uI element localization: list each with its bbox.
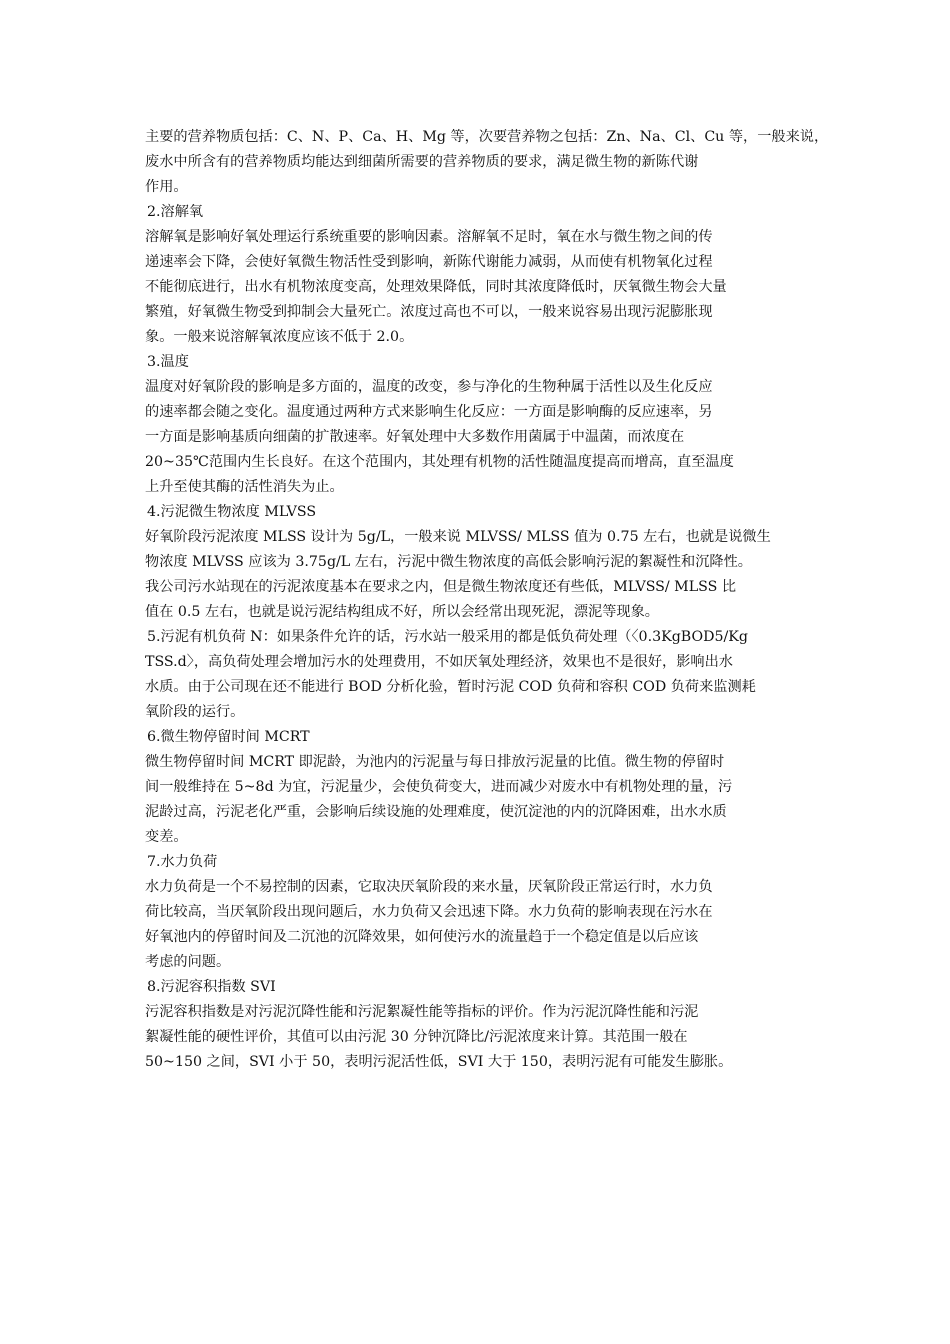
text-line: 递速率会下降，会使好氧微生物活性受到影响，新陈代谢能力减弱，从而使有机物氧化过程 [145,254,713,270]
text-line: TSS.d〉，高负荷处理会增加污水的处理费用，不如厌氧处理经济，效果也不是很好，影响出水 [145,654,733,670]
text-line: 20~35℃范围内生长良好。在这个范围内，其处理有机物的活性随温度提高而增高，直至温度 [145,454,734,470]
text-line: 一方面是影响基质向细菌的扩散速率。好氧处理中大多数作用菌属于中温菌，而浓度在 [145,429,685,445]
document-body [145,125,829,1075]
section-heading-svi: 8.污泥容积指数 SVI [147,979,276,995]
text-line: 50~150 之间，SVI 小于 50，表明污泥活性低，SVI 大于 150，表明污泥有可能发生膨胀。 [145,1054,733,1070]
text-line: 水质。由于公司现在还不能进行 BOD 分析化验，暂时污泥 COD 负荷和容积 COD 负荷来监测耗 [145,679,756,695]
section-heading-mlvss: 4.污泥微生物浓度 MLVSS [147,504,317,520]
text-line: 的速率都会随之变化。温度通过两种方式来影响生化反应：一方面是影响酶的反应速率，另 [145,404,713,420]
section-heading-temperature: 3.温度 [147,354,189,370]
text-line: 泥龄过高，污泥老化严重，会影响后续设施的处理难度，使沉淀池的内的沉降困难，出水水质 [145,804,727,820]
text-line: 好氧阶段污泥浓度 MLSS 设计为 5g/L，一般来说 MLVSS/ MLSS 值为 0.75 左右，也就是说微生 [145,529,771,545]
text-line: 好氧池内的停留时间及二沉池的沉降效果，如何使污水的流量趋于一个稳定值是以后应该 [145,929,699,945]
text-line: 水力负荷是一个不易控制的因素，它取决厌氧阶段的来水量，厌氧阶段正常运行时，水力负 [145,879,713,895]
text-line: 荷比较高，当厌氧阶段出现问题后，水力负荷又会迅速下降。水力负荷的影响表现在污水在 [145,904,713,920]
text-line: 繁殖，好氧微生物受到抑制会大量死亡。浓度过高也不可以，一般来说容易出现污泥膨胀现 [145,304,713,320]
text-line: 值在 0.5 左右，也就是说污泥结构组成不好，所以会经常出现死泥，漂泥等现象。 [145,604,659,620]
section-heading-organic-load: 5.污泥有机负荷 N：如果条件允许的话，污水站一般采用的都是低负荷处理（〈0.3KgBOD5/Kg [147,629,748,645]
text-line: 絮凝性能的硬性评价，其值可以由污泥 30 分钟沉降比/污泥浓度来计算。其范围一般在 [145,1029,688,1045]
text-line: 间一般维持在 5~8d 为宜，污泥量少，会使负荷变大，进而减少对废水中有机物处理的量，污 [145,779,733,795]
text-line: 微生物停留时间 MCRT 即泥龄，为池内的污泥量与每日排放污泥量的比值。微生物的停留时 [145,754,725,770]
text-line: 考虑的问题。 [145,954,231,970]
text-line: 物浓度 MLVSS 应该为 3.75g/L 左右，污泥中微生物浓度的高低会影响污泥的絮凝性和沉降性。 [145,554,752,570]
section-heading-mcrt: 6.微生物停留时间 MCRT [147,729,310,745]
text-line: 氧阶段的运行。 [145,704,245,720]
text-line: 象。一般来说溶解氧浓度应该不低于 2.0。 [145,329,414,345]
text-line: 变差。 [145,829,188,845]
text-line: 不能彻底进行，出水有机物浓度变高，处理效果降低，同时其浓度降低时，厌氧微生物会大量 [145,279,727,295]
text-line: 上升至使其酶的活性消失为止。 [145,479,344,495]
text-line: 溶解氧是影响好氧处理运行系统重要的影响因素。溶解氧不足时，氧在水与微生物之间的传 [145,229,713,245]
section-heading-dissolved-oxygen: 2.溶解氧 [147,204,204,220]
section-heading-hydraulic-load: 7.水力负荷 [147,854,218,870]
text-line: 主要的营养物质包括：C、N、P、Ca、H、Mg 等，次要营养物之包括：Zn、Na、Cl、Cu 等，一般来说， [145,129,829,145]
text-line: 我公司污水站现在的污泥浓度基本在要求之内，但是微生物浓度还有些低，MLVSS/ MLSS 比 [145,579,737,595]
text-line: 污泥容积指数是对污泥沉降性能和污泥絮凝性能等指标的评价。作为污泥沉降性能和污泥 [145,1004,699,1020]
text-line: 废水中所含有的营养物质均能达到细菌所需要的营养物质的要求，满足微生物的新陈代谢 [145,154,699,170]
text-line: 作用。 [145,179,188,195]
text-line: 温度对好氧阶段的影响是多方面的，温度的改变，参与净化的生物种属于活性以及生化反应 [145,379,713,395]
